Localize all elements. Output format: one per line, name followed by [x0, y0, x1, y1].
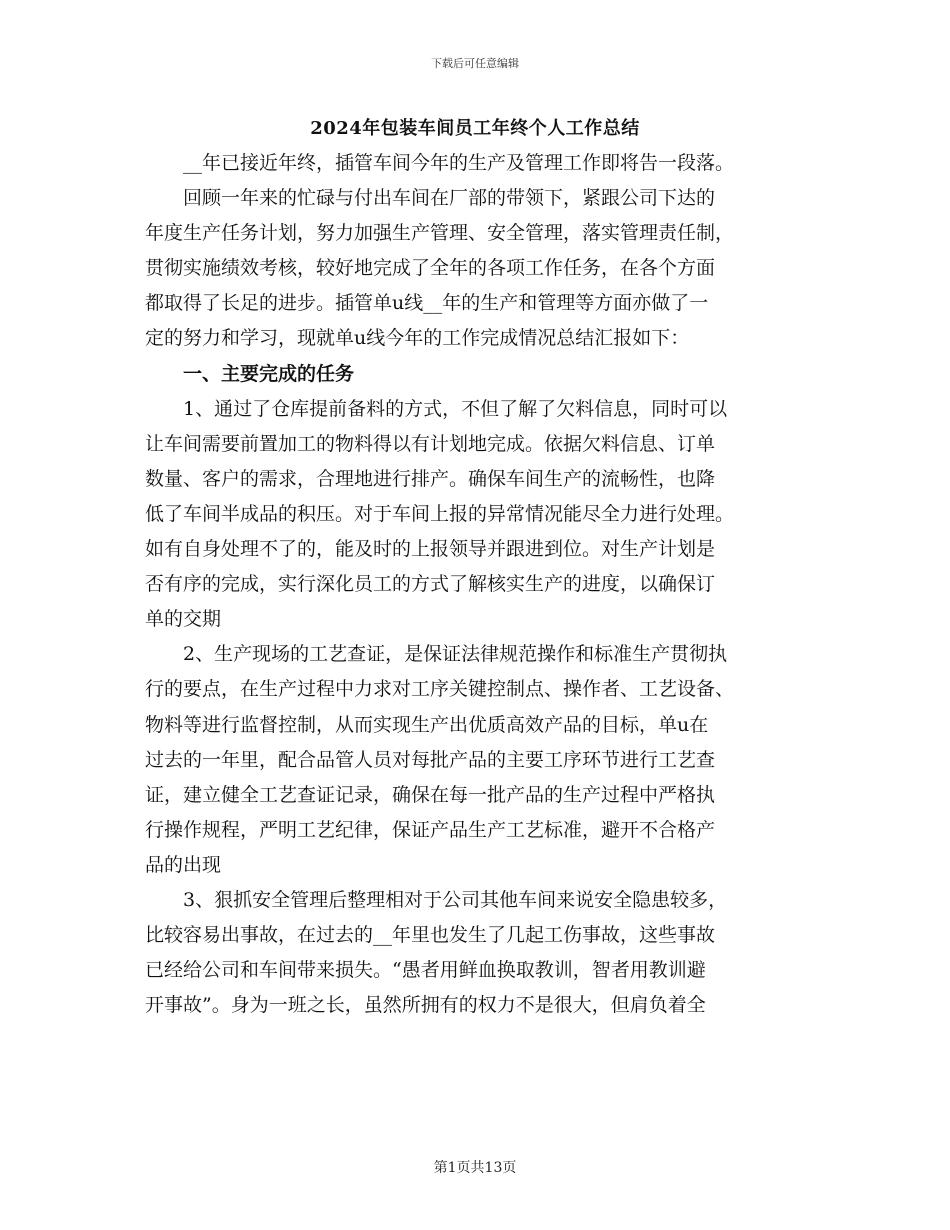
paragraph-line: 如有自身处理不了的，能及时的上报领导并跟进到位。对生产计划是: [145, 538, 716, 561]
paragraph-line: 否有序的完成，实行深化员工的方式了解核实生产的进度，以确保订: [145, 573, 716, 596]
document-title: 2024年包装车间员工年终个人工作总结: [310, 118, 640, 139]
paragraph-line: 行的要点，在生产过程中力求对工序关键控制点、操作者、工艺设备、: [145, 678, 735, 701]
paragraph-line: __年已接近年终，插管车间今年的生产及管理工作即将告一段落。: [183, 152, 735, 174]
section-heading: 一、主要完成的任务: [183, 362, 355, 385]
paragraph-line: 已经给公司和车间带来损失。“愚者用鲜血换取教训，智者用教训避: [145, 959, 706, 982]
paragraph-line: 1、通过了仓库提前备料的方式，不但了解了欠料信息，同时可以: [183, 397, 728, 420]
paragraph-line: 物料等进行监督控制，从而实现生产出优质高效产品的目标，单u在: [145, 713, 709, 736]
paragraph-line: 贯彻实施绩效考核，较好地完成了全年的各项工作任务，在各个方面: [145, 257, 716, 280]
document-body: [145, 146, 815, 1023]
paragraph-line: 定的努力和学习，现就单u线今年的工作完成情况总结汇报如下：: [145, 327, 690, 350]
paragraph-line: 都取得了长足的进步。插管单u线__年的生产和管理等方面亦做了一: [145, 292, 709, 315]
paragraph-line: 数量、客户的需求，合理地进行排产。确保车间生产的流畅性，也降: [145, 467, 716, 490]
paragraph-line: 比较容易出事故，在过去的__年里也发生了几起工伤事故，这些事故: [145, 924, 716, 947]
paragraph-line: 让车间需要前置加工的物料得以有计划地完成。依据欠料信息、订单: [145, 432, 716, 455]
paragraph-line: 行操作规程，严明工艺纪律，保证产品生产工艺标准，避开不合格产: [145, 818, 716, 841]
paragraph-line: 证，建立健全工艺查证记录，确保在每一批产品的生产过程中严格执: [145, 783, 716, 806]
paragraph-line: 回顾一年来的忙碌与付出车间在厂部的带领下，紧跟公司下达的: [183, 187, 716, 210]
paragraph-line: 低了车间半成品的积压。对于车间上报的异常情况能尽全力进行处理。: [145, 502, 735, 525]
page-number: 第1页共13页: [433, 1160, 517, 1176]
paragraph-line: 年度生产任务计划，努力加强生产管理、安全管理，落实管理责任制，: [145, 222, 735, 245]
download-note: 下载后可任意编辑: [431, 57, 519, 70]
paragraph-line: 2、生产现场的工艺查证，是保证法律规范操作和标准生产贯彻执: [183, 643, 728, 666]
paragraph-line: 3、狠抓安全管理后整理相对于公司其他车间来说安全隐患较多，: [183, 888, 728, 911]
paragraph-line: 开事故”。身为一班之长，虽然所拥有的权力不是很大，但肩负着全: [145, 994, 706, 1017]
paragraph-line: 单的交期: [145, 608, 222, 631]
paragraph-line: 过去的一年里，配合品管人员对每批产品的主要工序环节进行工艺查: [145, 748, 716, 771]
paragraph-line: 品的出现: [145, 853, 222, 876]
